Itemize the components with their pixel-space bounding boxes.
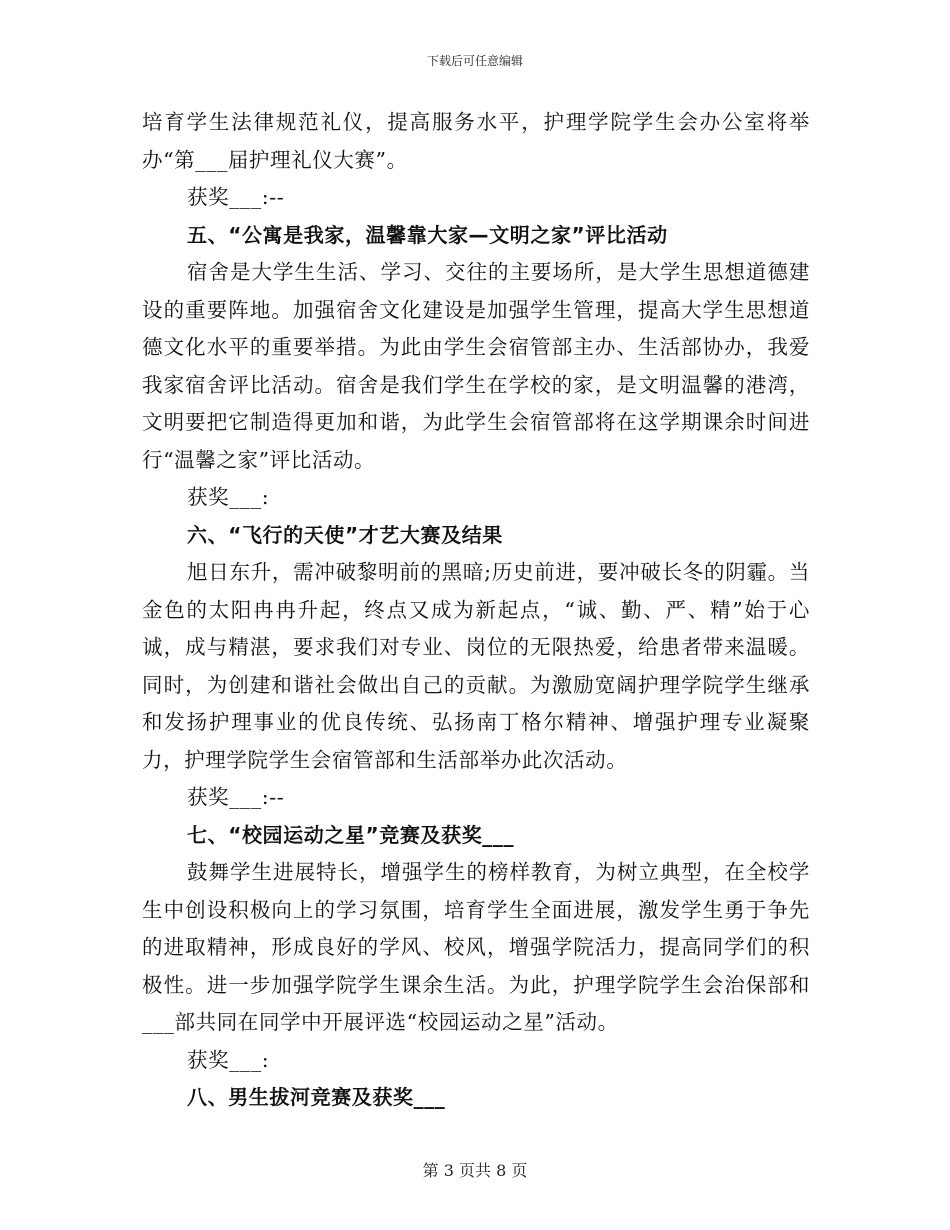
paragraph: 宿舍是大学生生活、学习、交往的主要场所，是大学生思想道德建设的重要阵地。加强宿舍文化建设是加强学生管理，提高大学生思想道德文化水平的重要举措。为此由学生会宿管部主办、生活部协办，我爱我家宿舍评比活动。宿舍是我们学生在学校的家，是文明温馨的港湾，文明要把它制造得更加和谐，为此学生会宿管部将在这学期课余时间进行“温馨之家”评比活动。	[142, 260, 810, 472]
section-heading: 五、“公寓是我家，温馨靠大家—文明之家”评比活动	[187, 222, 668, 247]
page-header: 下载后可任意编辑	[426, 54, 523, 68]
document-body	[142, 104, 810, 1117]
section-heading: 八、男生拔河竞赛及获奖___	[187, 1085, 446, 1109]
paragraph: 培育学生法律规范礼仪，提高服务水平，护理学院学生会办公室将举办“第___届护理礼仪大赛”。	[142, 110, 810, 172]
page-footer: 第 3 页共 8 页	[422, 1161, 528, 1180]
section-heading: 七、“校园运动之星”竞赛及获奖___	[187, 822, 515, 847]
award-line: 获奖___:--	[187, 785, 285, 809]
paragraph: 旭日东升，需冲破黎明前的黑暗;历史前进，要冲破长冬的阴霾。当金色的太阳冉冉升起，终点又成为新起点，“诚、勤、严、精”始于心诚，成与精湛，要求我们对专业、岗位的无限热爱，给患者带来温暖。同时，为创建和谐社会做出自己的贡献。为激励宽阔护理学院学生继承和发扬护理事业的优良传统、弘扬南丁格尔精神、增强护理专业凝聚力，护理学院学生会宿管部和生活部举办此次活动。	[142, 560, 810, 772]
section-heading: 六、“飞行的天使”才艺大赛及结果	[187, 522, 503, 547]
award-line: 获奖___:	[187, 485, 270, 509]
paragraph: 鼓舞学生进展特长，增强学生的榜样教育，为树立典型，在全校学生中创设积极向上的学习氛围，培育学生全面进展，激发学生勇于争先的进取精神，形成良好的学风、校风，增强学院活力，提高同学们的积极性。进一步加强学院学生课余生活。为此，护理学院学生会治保部和___部共同在同学中开展评选“校园运动之星”活动。	[142, 860, 810, 1034]
award-line: 获奖___:	[187, 1047, 270, 1072]
award-line: 获奖___:--	[187, 185, 285, 209]
